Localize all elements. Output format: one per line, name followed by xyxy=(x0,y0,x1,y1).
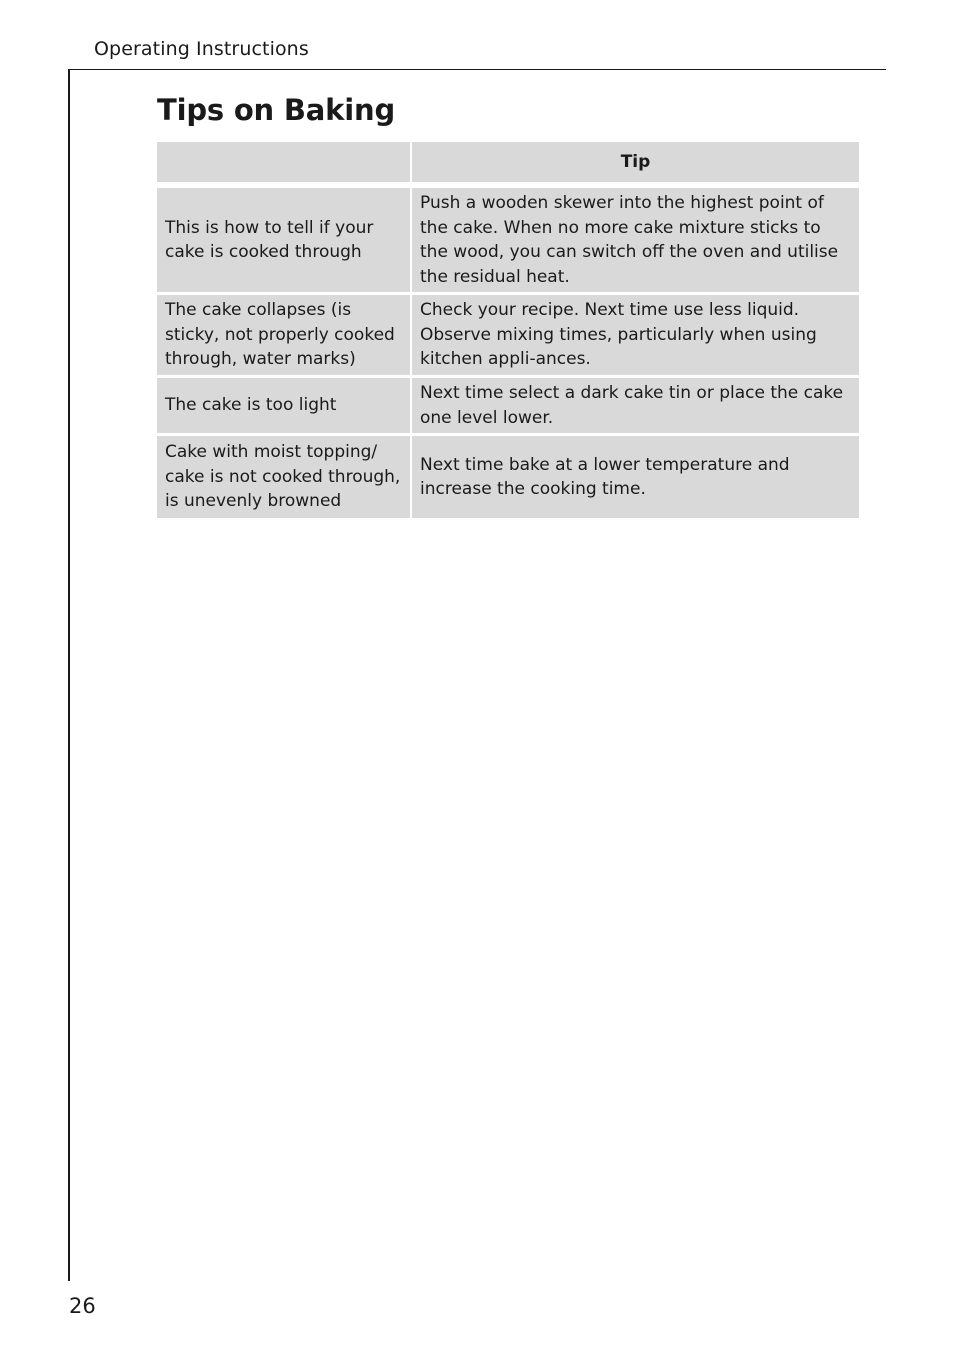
left-margin-rule xyxy=(68,69,70,1281)
header-rule xyxy=(68,69,886,70)
problem-cell: Cake with moist topping/ cake is not cooked through, is unevenly browned xyxy=(157,436,412,518)
table-row xyxy=(157,436,859,518)
table-header-row xyxy=(157,142,859,188)
running-header: Operating Instructions xyxy=(94,38,309,60)
problem-cell: The cake is too light xyxy=(157,378,412,436)
tip-cell: Next time bake at a lower temperature and increase the cooking time. xyxy=(412,436,859,518)
tip-cell: Push a wooden skewer into the highest point of the cake. When no more cake mixture sticks to the wood, you can switch off the oven and utilise the residual heat. xyxy=(412,188,859,295)
tips-table xyxy=(157,142,859,518)
table-row xyxy=(157,378,859,436)
table-row xyxy=(157,295,859,378)
tip-cell: Next time select a dark cake tin or place the cake one level lower. xyxy=(412,378,859,436)
table-header-tip: Tip xyxy=(412,142,859,188)
page-number: 26 xyxy=(69,1294,96,1318)
tip-cell: Check your recipe. Next time use less liquid. Observe mixing times, particularly when using kitchen appli-ances. xyxy=(412,295,859,378)
page-title: Tips on Baking xyxy=(157,93,396,127)
table-header-problem xyxy=(157,142,412,188)
table-row xyxy=(157,188,859,295)
problem-cell: This is how to tell if your cake is cooked through xyxy=(157,188,412,295)
problem-cell: The cake collapses (is sticky, not properly cooked through, water marks) xyxy=(157,295,412,378)
